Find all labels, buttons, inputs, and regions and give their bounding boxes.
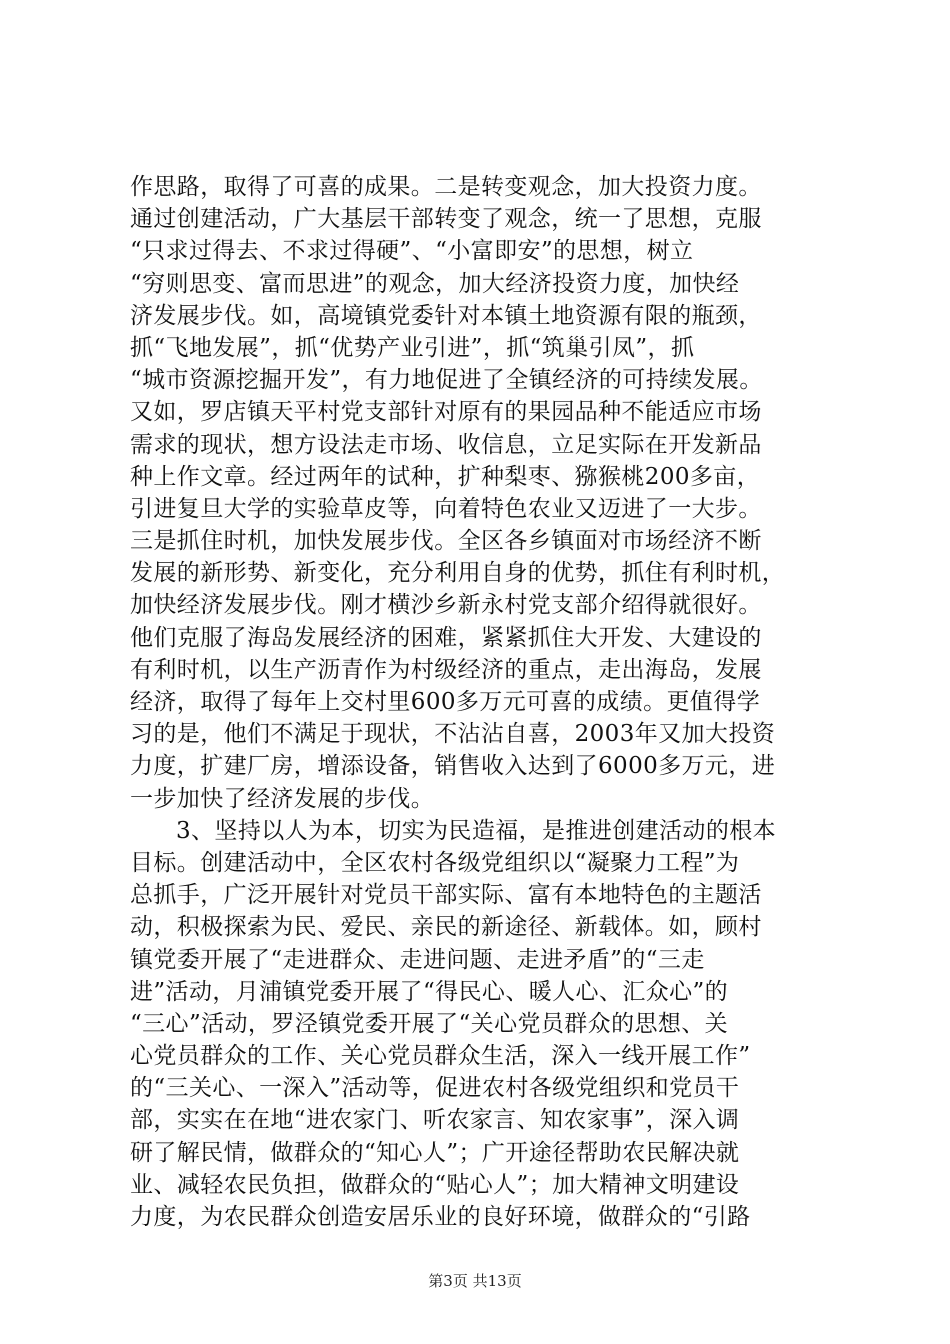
- text-line: 加快经济发展步伐。刚才横沙乡新永村党支部介绍得就很好。: [130, 592, 762, 619]
- text-line: 目标。创建活动中，全区农村各级党组织以“凝聚力工程”为: [130, 849, 740, 876]
- text-line: 发展的新形势、新变化，充分利用自身的优势，抓住有利时机，: [130, 560, 786, 587]
- text-line: 总抓手，广泛开展针对党员干部实际、富有本地特色的主题活: [130, 882, 762, 909]
- text-line: “只求过得去、不求过得硬”、“小富即安”的思想，树立: [130, 238, 694, 265]
- text-line: 抓“飞地发展”，抓“优势产业引进”，抓“筑巢引凤”，抓: [130, 334, 695, 361]
- text-line: 业、减轻农民负担，做群众的“贴心人”；加大精神文明建设: [130, 1171, 740, 1198]
- text-line: 他们克服了海岛发展经济的困难，紧紧抓住大开发、大建设的: [130, 624, 762, 651]
- text-line: 通过创建活动，广大基层干部转变了观念，统一了思想，克服: [130, 206, 762, 233]
- page-footer: [0, 1270, 950, 1291]
- text-line: 一步加快了经济发展的步伐。: [130, 785, 435, 812]
- text-line: 需求的现状，想方设法走市场、收信息，立足实际在开发新品: [130, 431, 762, 458]
- paragraph-start-line: 3、坚持以人为本，切实为民造福，是推进创建活动的根本: [176, 817, 777, 844]
- page-number: 第3页 共13页: [428, 1272, 522, 1290]
- text-line: 研了解民情，做群众的“知心人”；广开途径帮助农民解决就: [130, 1139, 740, 1166]
- text-line: 经济，取得了每年上交村里600多万元可喜的成绩。更值得学: [130, 689, 761, 715]
- body-text: [130, 171, 830, 1233]
- text-line: 有利时机，以生产沥青作为村级经济的重点，走出海岛，发展: [130, 656, 762, 683]
- text-line: 引进复旦大学的实验草皮等，向着特色农业又迈进了一大步。: [130, 495, 762, 522]
- text-line: 习的是，他们不满足于现状，不沾沾自喜，2003年又加大投资: [130, 721, 776, 748]
- text-line: 又如，罗店镇天平村党支部针对原有的果园品种不能适应市场: [130, 399, 762, 426]
- text-line: 心党员群众的工作、关心党员群众生活，深入一线开展工作”: [130, 1043, 751, 1070]
- text-line: 进”活动，月浦镇党委开展了“得民心、暖人心、汇众心”的: [130, 978, 729, 1005]
- text-line: “三心”活动，罗泾镇党委开展了“关心党员群众的思想、关: [130, 1010, 729, 1037]
- text-line: 三是抓住时机，加快发展步伐。全区各乡镇面对市场经济不断: [130, 528, 762, 555]
- text-line: “穷则思变、富而思进”的观念，加大经济投资力度，加快经: [130, 270, 740, 297]
- text-line: 济发展步伐。如，高境镇党委针对本镇土地资源有限的瓶颈，: [130, 302, 762, 329]
- text-line: 部，实实在在地“进农家门、听农家言、知农家事”，深入调: [130, 1107, 740, 1134]
- text-line: 种上作文章。经过两年的试种，扩种梨枣、猕猴桃200多亩，: [130, 463, 761, 490]
- text-line: 动，积极探索为民、爱民、亲民的新途径、新载体。如，顾村: [130, 914, 762, 941]
- text-line: 镇党委开展了“走进群众、走进问题、走进矛盾”的“三走: [130, 946, 705, 973]
- text-line: 的“三关心、一深入”活动等，促进农村各级党组织和党员干: [130, 1075, 740, 1102]
- text-line: “城市资源挖掘开发”，有力地促进了全镇经济的可持续发展。: [130, 367, 763, 394]
- text-line: 力度，扩建厂房，增添设备，销售收入达到了6000多万元，进: [130, 753, 776, 780]
- text-line: 作思路，取得了可喜的成果。二是转变观念，加大投资力度。: [130, 174, 762, 200]
- text-line: 力度，为农民群众创造安居乐业的良好环境，做群众的“引路: [130, 1204, 751, 1230]
